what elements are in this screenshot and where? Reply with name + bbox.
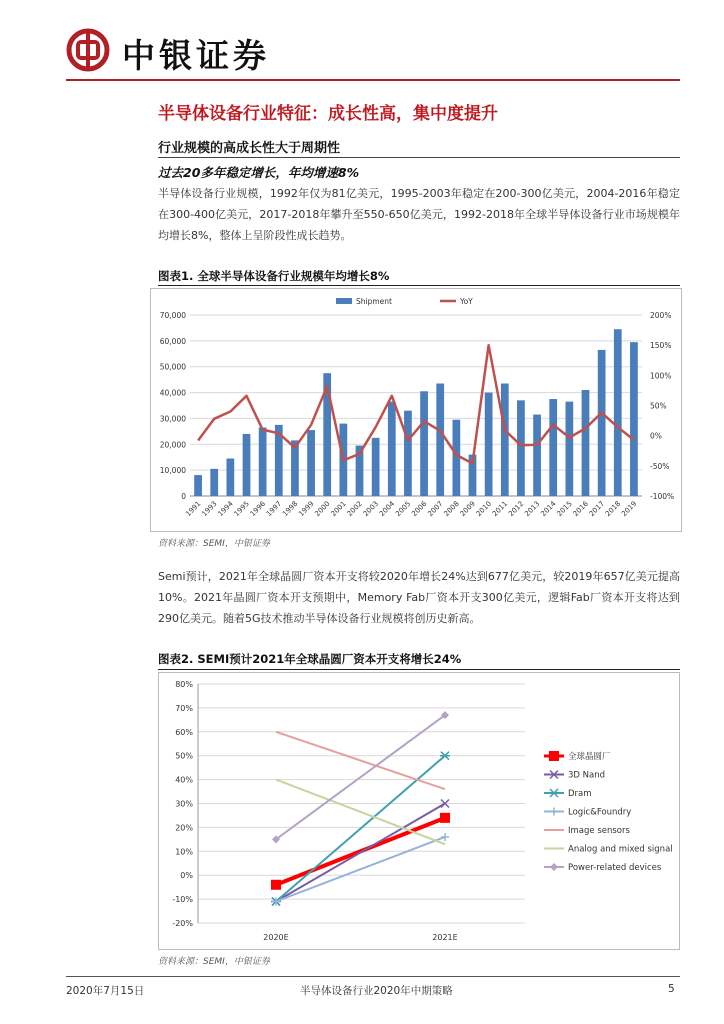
y-tick-label: 50% <box>175 751 193 761</box>
legend-label: Dram <box>568 789 592 799</box>
bar-shipment <box>420 391 428 496</box>
y-tick-label: -10% <box>172 895 193 905</box>
y-left-tick-label: 50,000 <box>159 362 186 372</box>
bar-shipment <box>194 475 202 496</box>
figure-2-source: 资料来源：SEMI，中银证券 <box>158 957 270 967</box>
y-right-tick-label: 0% <box>650 431 662 441</box>
paragraph-2: Semi预计，2021年全球晶圆厂资本开支将较2020年增长24%达到677亿美元，较2019年657亿美元提高10%。2021年晶圆厂资本开支预期中，Memory Fab厂资本开支300亿美元，逻辑Fab厂资本开支将达到290亿美元。随着5G技术推动半导体设备行业规模将创历史新高。 <box>158 570 680 625</box>
bar-shipment <box>517 400 525 496</box>
x-tick-label: 2017 <box>587 499 607 519</box>
y-left-tick-label: 40,000 <box>159 388 186 398</box>
y-right-tick-label: 50% <box>650 401 667 411</box>
subheading: 行业规模的高成长性大于周期性 <box>158 141 341 156</box>
y-right-tick-label: -50% <box>650 461 670 471</box>
chart-1 <box>150 288 682 532</box>
legend-label-shipment: Shipment <box>356 297 392 306</box>
x-tick-label: 2010 <box>474 499 494 519</box>
legend-swatch-shipment <box>336 298 352 304</box>
bar-shipment <box>485 393 493 496</box>
x-tick-label: 2019 <box>620 499 639 519</box>
legend-label: Image sensors <box>568 826 630 836</box>
y-left-tick-label: 20,000 <box>159 440 186 450</box>
bar-shipment <box>452 420 460 496</box>
legend-label-yoy: YoY <box>460 297 473 306</box>
x-tick-label: 2012 <box>507 499 526 519</box>
point-marker <box>271 880 281 890</box>
bar-shipment <box>630 342 638 496</box>
bar-shipment <box>404 411 412 496</box>
paragraph-1: 半导体设备行业规模，1992年仅为81亿美元，1995-2003年稳定在200-300亿美元，2004-2016年稳定在300-400亿美元，2017-2018年攀升至550-650亿美元，1992-2018年全球半导体设备行业市场规模年均增长8%，整体上呈阶段性成长趋势。 <box>158 187 680 242</box>
footer-title: 半导体设备行业2020年中期策略 <box>300 985 453 997</box>
figure-1-rule <box>158 285 680 286</box>
x-tick-label: 1993 <box>200 499 219 519</box>
x-tick-label: 2018 <box>603 499 623 519</box>
x-tick-label: 2015 <box>555 499 574 519</box>
y-left-tick-label: 10,000 <box>159 466 186 476</box>
bar-shipment <box>501 384 509 496</box>
x-tick-label: 2002 <box>345 499 364 519</box>
x-tick-label: 1994 <box>216 499 235 519</box>
subheading-italic: 过去20多年稳定增长，年均增速8% <box>158 165 360 180</box>
x-tick-label: 1996 <box>248 499 268 519</box>
x-tick-label: 2007 <box>426 499 445 519</box>
x-tick-label: 1995 <box>232 499 251 519</box>
y-left-tick-label: 0 <box>181 492 186 501</box>
x-tick-label: 2006 <box>410 499 429 519</box>
legend-label: Logic&Foundry <box>568 807 632 818</box>
bar-shipment <box>565 402 573 496</box>
footer-rule <box>66 976 680 977</box>
bar-shipment <box>307 430 315 496</box>
y-tick-label: -20% <box>172 919 193 928</box>
y-tick-label: 0% <box>180 871 193 881</box>
section-title: 半导体设备行业特征：成长性高，集中度提升 <box>158 104 498 124</box>
point-marker <box>549 751 559 761</box>
x-tick-label: 1991 <box>184 499 203 519</box>
bar-shipment <box>436 384 444 496</box>
x-tick-label: 2003 <box>361 499 381 519</box>
boc-logo-icon <box>66 28 116 72</box>
y-tick-label: 60% <box>175 727 193 737</box>
x-tick-label: 2009 <box>458 499 477 519</box>
y-tick-label: 80% <box>175 680 193 689</box>
x-tick-label: 2013 <box>523 499 542 519</box>
bar-shipment <box>582 390 590 496</box>
figure-2-title: 图表2. SEMI预计2021年全球晶圆厂资本开支将增长24% <box>158 652 462 666</box>
figure-1-title: 图表1. 全球半导体设备行业规模年均增长8% <box>158 269 390 283</box>
footer-date: 2020年7月15日 <box>66 985 145 997</box>
y-left-tick-label: 60,000 <box>159 336 186 346</box>
x-tick-label: 2021E <box>432 933 458 942</box>
y-tick-label: 10% <box>175 847 193 857</box>
y-right-tick-label: -100% <box>650 492 675 501</box>
y-tick-label: 40% <box>175 775 193 785</box>
point-marker <box>440 813 450 823</box>
bar-shipment <box>259 427 267 496</box>
x-tick-label: 2014 <box>539 499 558 519</box>
x-tick-label: 2001 <box>329 499 348 519</box>
chart-2 <box>158 672 680 950</box>
y-right-tick-label: 200% <box>650 311 672 320</box>
bar-shipment <box>210 469 218 496</box>
legend-label: 全球晶圆厂 <box>568 752 611 762</box>
x-tick-label: 2000 <box>313 499 332 519</box>
header-rule <box>66 79 680 81</box>
x-tick-label: 1998 <box>281 499 300 519</box>
legend-label: Power-related devices <box>568 863 662 873</box>
x-tick-label: 1999 <box>297 499 316 519</box>
bar-shipment <box>243 434 251 496</box>
y-right-tick-label: 150% <box>650 341 672 351</box>
y-tick-label: 20% <box>175 823 193 833</box>
x-tick-label: 2008 <box>442 499 461 519</box>
x-tick-label: 2020E <box>263 933 289 942</box>
legend-label: 3D Nand <box>568 770 606 781</box>
subheading-rule <box>158 157 680 158</box>
bar-shipment <box>388 402 396 496</box>
y-tick-label: 30% <box>175 799 193 809</box>
x-tick-label: 2004 <box>377 499 397 519</box>
figure-2-rule <box>158 669 680 670</box>
y-right-tick-label: 100% <box>650 371 672 381</box>
figure-1-source: 资料来源：SEMI，中银证券 <box>158 539 270 549</box>
bar-shipment <box>533 415 541 496</box>
footer-page-number: 5 <box>668 983 675 995</box>
x-tick-label: 2011 <box>490 499 510 519</box>
y-left-tick-label: 70,000 <box>159 311 186 320</box>
y-tick-label: 70% <box>175 703 193 713</box>
bar-shipment <box>598 350 606 496</box>
bar-shipment <box>549 399 557 496</box>
x-tick-label: 2005 <box>394 499 413 519</box>
bar-shipment <box>614 329 622 496</box>
x-tick-label: 1997 <box>264 499 284 519</box>
x-tick-label: 2016 <box>571 499 590 519</box>
bar-shipment <box>372 438 380 496</box>
bar-shipment <box>226 459 234 496</box>
brand-name: 中银证券 <box>122 36 270 75</box>
legend-label: Analog and mixed signal <box>568 844 673 855</box>
y-left-tick-label: 30,000 <box>159 414 186 424</box>
